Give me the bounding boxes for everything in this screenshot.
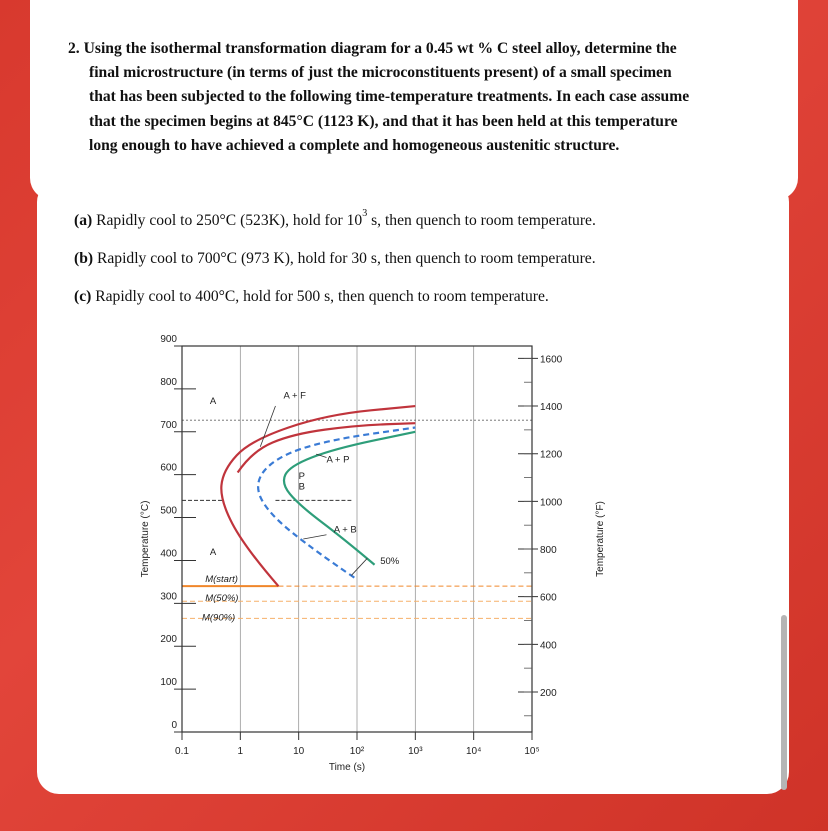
problem-line-2: final microstructure (in terms of just the microconstituents present) of a small specimen	[89, 64, 672, 82]
y-tick-label: 300	[160, 591, 177, 603]
y2-tick-label: 1200	[540, 449, 563, 461]
annotation-0: A	[209, 395, 217, 407]
annotation-3: P	[298, 470, 306, 482]
part-b-label: (b)	[74, 250, 94, 267]
x-tick-label: 10³	[408, 746, 423, 757]
y-tick-label: 900	[160, 334, 177, 345]
part-a-exponent: 3	[362, 208, 368, 219]
part-c-text: Rapidly cool to 400°C, hold for 500 s, then quench to room temperature.	[95, 288, 549, 305]
annotation-8: M(start)	[205, 573, 238, 585]
part-a-text: Rapidly cool to 250°C (523K), hold for 10	[96, 212, 363, 229]
annotation-6: A	[209, 546, 217, 558]
af-pointer	[260, 406, 275, 447]
y-tick-label: 400	[160, 548, 177, 560]
y2-tick-label: 200	[540, 687, 557, 699]
y2-tick-label: 1600	[540, 354, 563, 366]
annotation-1: A + F	[283, 390, 306, 402]
problem-line-4: that the specimen begins at 845°C (1123 K), and that it has been held at this temperature	[89, 112, 678, 130]
y-tick-label: 100	[160, 677, 177, 689]
y2-tick-label: 1400	[540, 402, 563, 414]
y-tick-label: 600	[160, 462, 177, 474]
y2-axis-label: Temperature (°F)	[595, 501, 606, 577]
problem-line-5: long enough to have achieved a complete and homogeneous austenitic structure.	[89, 136, 620, 154]
curve-3	[284, 432, 415, 565]
annotation-7: 50%	[380, 555, 400, 567]
annotation-2: A + P	[326, 454, 350, 466]
part-c-label: (c)	[74, 288, 92, 305]
problem-line-1: Using the isothermal transformation diagram for a 0.45 wt % C steel alloy, determine the	[83, 40, 677, 57]
x-tick-label: 0.1	[175, 746, 189, 757]
x-tick-label: 10⁴	[465, 746, 482, 757]
y-axis-label: Temperature (°C)	[140, 500, 151, 578]
x-axis-label: Time (s)	[328, 762, 366, 773]
y2-tick-label: 600	[540, 592, 557, 604]
x-tick-label: 10²	[349, 746, 365, 757]
chart-labels	[140, 390, 606, 773]
problem-line-3: that has been subjected to the following time-temperature treatments. In each case assume	[89, 88, 690, 106]
x-tick-label: 1	[237, 746, 244, 757]
y-tick-label: 500	[160, 505, 177, 517]
chart-grid	[182, 346, 532, 732]
y2-tick-label: 1000	[540, 497, 563, 509]
part-b-text: Rapidly cool to 700°C (973 K), hold for 30 s, then quench to room temperature.	[96, 250, 596, 267]
x-tick-label: 10⁵	[524, 746, 540, 757]
annotation-4: B	[298, 481, 306, 493]
y-tick-label: 0	[171, 720, 177, 731]
chart-ticks	[160, 334, 562, 757]
y-tick-label: 800	[160, 376, 177, 388]
x-tick-label: 10	[293, 746, 305, 757]
y-tick-label: 200	[160, 634, 177, 646]
part-a-text-end: s, then quench to room temperature.	[367, 212, 596, 229]
ab-pointer	[303, 535, 326, 539]
fifty-pointer	[351, 558, 367, 575]
annotation-5: A + B	[333, 524, 357, 536]
annotation-9: M(50%)	[205, 593, 239, 605]
problem-number: 2.	[68, 40, 80, 57]
y2-tick-label: 400	[540, 640, 557, 652]
part-a-label: (a)	[74, 212, 93, 229]
y-tick-label: 700	[160, 419, 177, 431]
y2-tick-label: 800	[540, 545, 557, 557]
annotation-10: M(90%)	[201, 612, 236, 624]
